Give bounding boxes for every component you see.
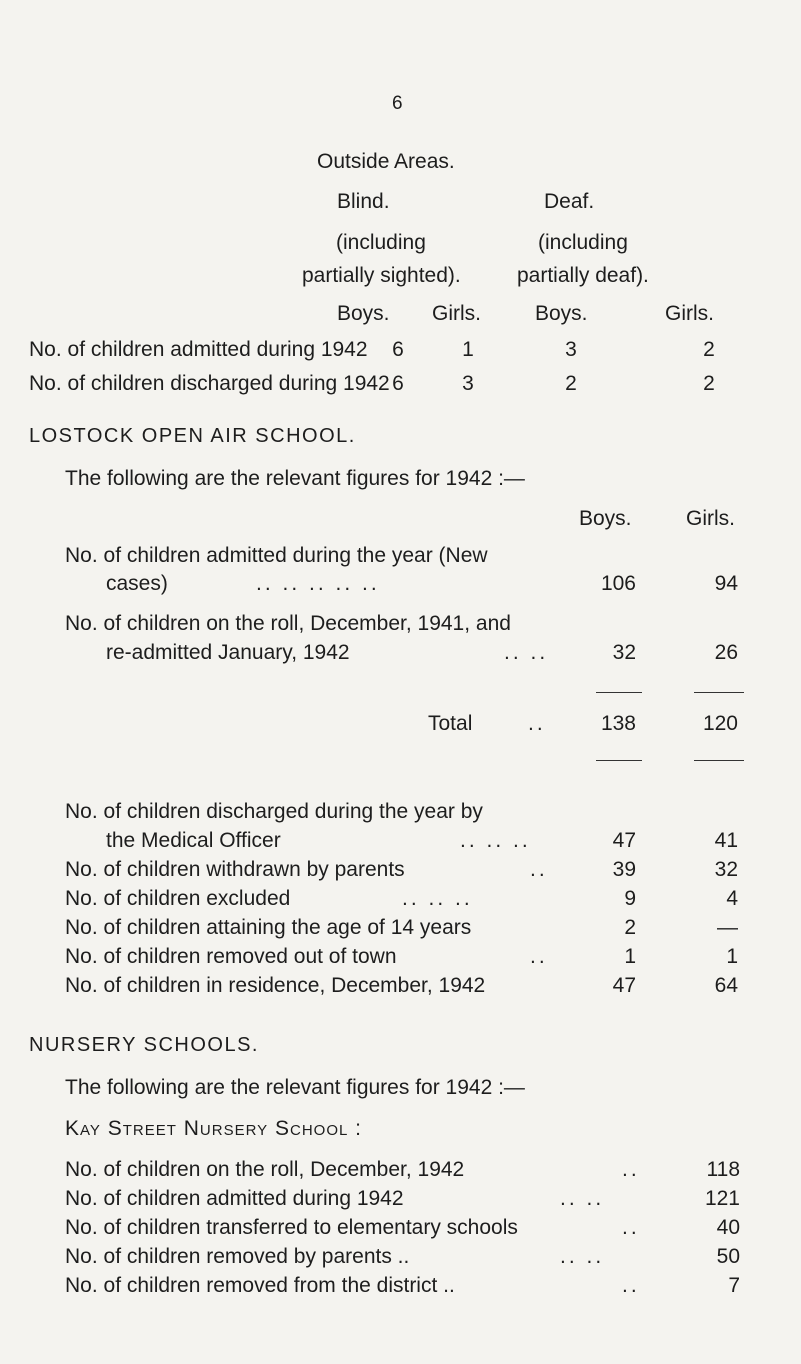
leader-dots: .. .. xyxy=(560,1187,605,1210)
boys-value: 32 xyxy=(612,641,636,664)
leader-dots: .. xyxy=(530,945,548,968)
row-label-line1: No. of children admitted during the year (New xyxy=(65,544,488,567)
row-label-line2: the Medical Officer xyxy=(106,829,281,852)
value: 7 xyxy=(728,1274,740,1297)
leader-dots: .. .. xyxy=(504,641,549,664)
leader-dots: .. xyxy=(622,1216,640,1239)
girls-value: — xyxy=(717,916,738,939)
row-label: No. of children excluded xyxy=(65,887,291,910)
row-label: No. of children removed by parents .. xyxy=(65,1245,410,1268)
girls-value: 26 xyxy=(714,641,738,664)
leader-dots: .. xyxy=(530,858,548,881)
girls-value: 1 xyxy=(726,945,738,968)
blind-label: Blind. xyxy=(337,190,390,213)
row-label: No. of children admitted during 1942 xyxy=(65,1187,404,1210)
divider xyxy=(694,692,744,693)
deaf-label: Deaf. xyxy=(544,190,595,213)
girls-value: 4 xyxy=(726,887,738,910)
row-label: No. of children in residence, December, 1942 xyxy=(65,974,486,997)
row-label: No. of children on the roll, December, 1942 xyxy=(65,1158,465,1181)
blind-girls-value: 1 xyxy=(462,338,474,361)
deaf-boys-value: 3 xyxy=(565,338,577,361)
leader-dots: .. xyxy=(622,1158,640,1181)
girls-value: 64 xyxy=(714,974,738,997)
row-label-line2: re-admitted January, 1942 xyxy=(106,641,350,664)
leader-dots: .. .. .. .. .. xyxy=(256,572,380,595)
divider xyxy=(596,692,642,693)
leader-dots: .. xyxy=(622,1274,640,1297)
deaf-boys-header: Boys. xyxy=(535,302,588,325)
value: 121 xyxy=(704,1187,740,1210)
total-label: Total xyxy=(428,712,473,735)
deaf-boys-value: 2 xyxy=(565,372,577,395)
deaf-sub-line1: (including xyxy=(538,231,628,254)
row-label: No. of children withdrawn by parents xyxy=(65,858,405,881)
deaf-girls-header: Girls. xyxy=(665,302,714,325)
nursery-heading: NURSERY SCHOOLS. xyxy=(29,1034,259,1056)
blind-sub-line1: (including xyxy=(336,231,426,254)
boys-value: 39 xyxy=(612,858,636,881)
divider xyxy=(596,760,642,761)
boys-value: 1 xyxy=(624,945,636,968)
row-label: No. of children transferred to elementary schools xyxy=(65,1216,518,1239)
lostock-boys-header: Boys. xyxy=(579,507,632,530)
page-number: 6 xyxy=(392,93,403,114)
blind-girls-value: 3 xyxy=(462,372,474,395)
total-girls-value: 120 xyxy=(702,712,738,735)
leader-dots: .. .. .. xyxy=(460,829,531,852)
total-boys-value: 138 xyxy=(600,712,636,735)
row-label-line2: cases) xyxy=(106,572,168,595)
value: 50 xyxy=(716,1245,740,1268)
divider xyxy=(694,760,744,761)
outside-areas-title: Outside Areas. xyxy=(317,150,455,173)
boys-value: 106 xyxy=(600,572,636,595)
blind-sub-line2: partially sighted). xyxy=(302,264,461,287)
deaf-sub-line2: partially deaf). xyxy=(517,264,649,287)
blind-boys-header: Boys. xyxy=(337,302,390,325)
row-label-line1: No. of children on the roll, December, 1941, and xyxy=(65,612,511,635)
girls-value: 41 xyxy=(714,829,738,852)
row-label: No. of children attaining the age of 14 years xyxy=(65,916,472,939)
girls-value: 94 xyxy=(714,572,738,595)
row-label: No. of children removed out of town xyxy=(65,945,397,968)
deaf-girls-value: 2 xyxy=(703,372,715,395)
row-label: No. of children removed from the district .. xyxy=(65,1274,455,1297)
kay-street-subheading: Kay Street Nursery School : xyxy=(65,1117,363,1140)
lostock-intro: The following are the relevant figures for 1942 :— xyxy=(65,467,525,490)
boys-value: 47 xyxy=(612,974,636,997)
row-label-line1: No. of children discharged during the year by xyxy=(65,800,483,823)
boys-value: 9 xyxy=(624,887,636,910)
value: 40 xyxy=(716,1216,740,1239)
blind-boys-value: 6 xyxy=(392,338,404,361)
blind-boys-value: 6 xyxy=(392,372,404,395)
value: 118 xyxy=(706,1158,740,1181)
boys-value: 2 xyxy=(624,916,636,939)
leader-dots: .. .. .. xyxy=(402,887,473,910)
leader-dots: .. xyxy=(528,712,546,735)
lostock-girls-header: Girls. xyxy=(686,507,735,530)
lostock-heading: LOSTOCK OPEN AIR SCHOOL. xyxy=(29,425,356,447)
row-label: No. of children discharged during 1942 xyxy=(29,372,390,395)
leader-dots: .. .. xyxy=(560,1245,605,1268)
nursery-intro: The following are the relevant figures for 1942 :— xyxy=(65,1076,525,1099)
blind-girls-header: Girls. xyxy=(432,302,481,325)
deaf-girls-value: 2 xyxy=(703,338,715,361)
girls-value: 32 xyxy=(714,858,738,881)
row-label: No. of children admitted during 1942 xyxy=(29,338,368,361)
boys-value: 47 xyxy=(612,829,636,852)
